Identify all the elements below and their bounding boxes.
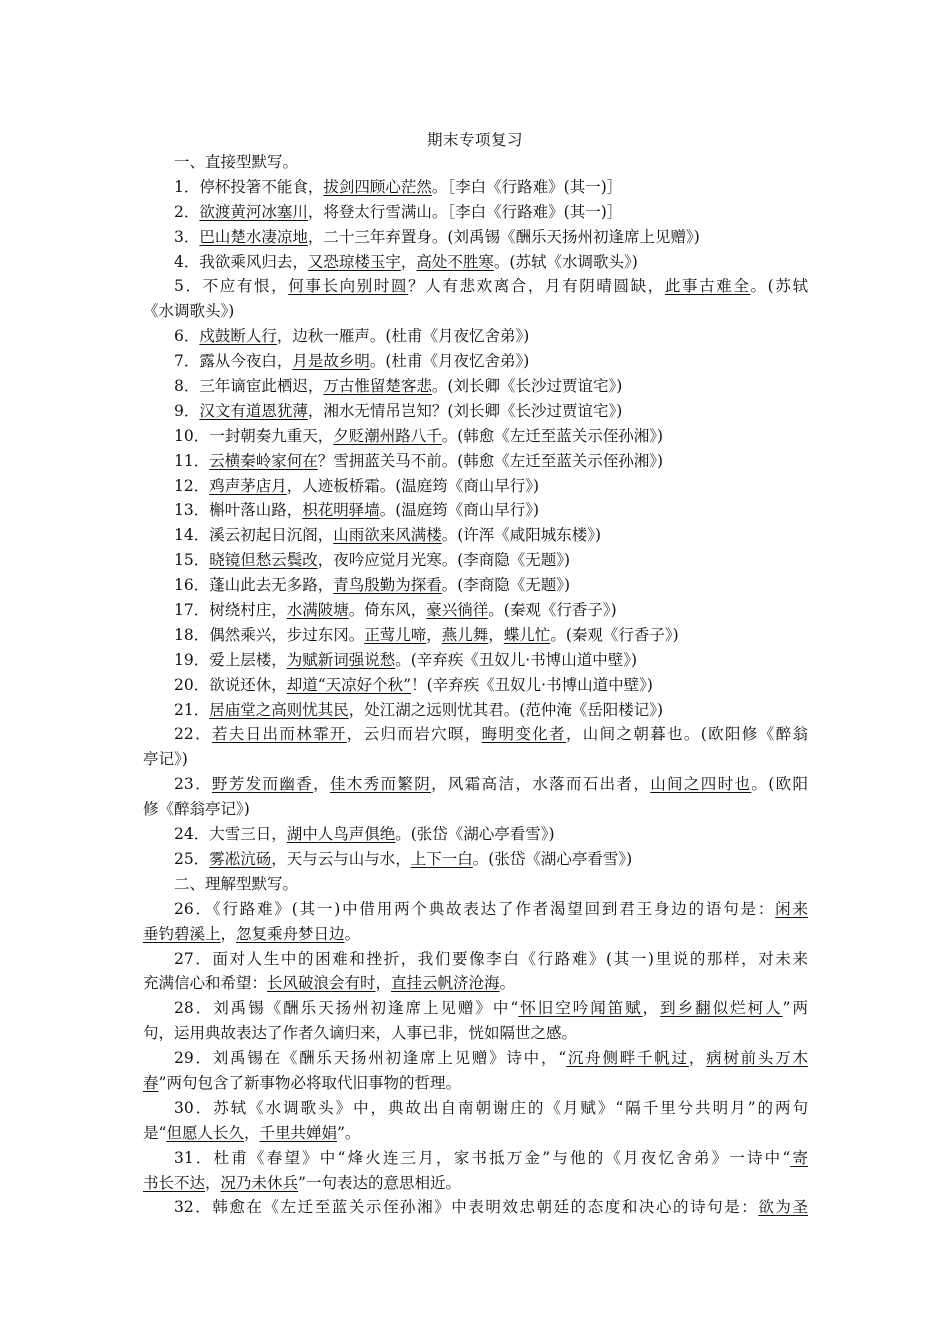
prompt-text: ，云归而岩穴暝， (346, 725, 482, 744)
answer-text: 拔剑四顾心茫然 (323, 177, 432, 196)
text-line (143, 1121, 808, 1146)
answer-text: 此事古难全 (664, 277, 751, 296)
prompt-text: 12． (174, 476, 210, 495)
answer-text: 病树前头万木 (706, 1049, 808, 1068)
prompt-text: 21． (174, 700, 210, 719)
answer-text: 云横秦岭家何在 (209, 451, 318, 470)
answer-text: 千里共婵娟 (259, 1123, 337, 1142)
answer-text: 为赋新词强说愁 (286, 650, 396, 669)
page-title: 期末专项复习 (426, 131, 523, 149)
text-line (143, 274, 808, 299)
prompt-text: 。 (344, 924, 361, 943)
prompt-text: 《水调歌头》) (143, 302, 235, 321)
prompt-text: ，湘水无情吊岂知？(刘长卿《长沙过贾谊宅》) (307, 401, 623, 420)
prompt-text: 。(张岱《湖心亭看雪》) (395, 825, 555, 844)
text-line (143, 673, 808, 698)
prompt-text: 7．露从今夜白， (174, 352, 293, 371)
prompt-text: 。(辛弃疾《丑奴儿·书博山道中壁》) (395, 650, 638, 669)
answer-text: 居庙堂之高则忧其民 (209, 700, 349, 719)
answer-text: 又恐琼楼玉宇 (307, 252, 401, 271)
prompt-text: 22． (174, 725, 212, 744)
prompt-text: 修《醉翁亭记》) (143, 800, 250, 819)
text-line (143, 648, 808, 673)
prompt-text: 。(杜甫《月夜忆舍弟》) (369, 352, 530, 371)
prompt-text: 30．苏轼《水调歌头》中，典故出自南朝谢庄的《月赋》“隔千里兮共明月”的两句 (174, 1098, 808, 1117)
prompt-text: 6． (174, 327, 200, 346)
answer-text: 高处不胜寒 (416, 252, 494, 271)
prompt-text: ， (243, 1123, 260, 1142)
prompt-text: 24．大雪三日， (174, 825, 287, 844)
answer-text: 若夫日出而林霏开 (211, 725, 347, 744)
prompt-text: 。(秦观《行香子》) (550, 625, 679, 644)
text-line (143, 1021, 808, 1046)
prompt-text: 27．面对人生中的困难和挫折，我们要像李白《行路难》(其一)里说的那样，对未来 (174, 949, 808, 968)
prompt-text: ， (642, 999, 661, 1018)
answer-text: 月是故乡明 (292, 352, 370, 371)
text-line (143, 1046, 808, 1071)
prompt-text: 。(苏轼 (750, 277, 808, 296)
answer-text: 山雨欲来风满楼 (333, 526, 442, 545)
answer-text: 晓镜但愁云鬓改 (209, 551, 318, 570)
prompt-text: 9． (174, 401, 200, 420)
prompt-text: 。(苏轼《水调歌头》) (493, 252, 638, 271)
answer-text: 野芳发而幽香 (211, 775, 314, 794)
text-line (143, 971, 808, 996)
text-line (143, 623, 808, 648)
text-line (143, 897, 808, 922)
text-line (143, 324, 808, 349)
prompt-text: 。 (499, 974, 516, 993)
text-line (143, 225, 808, 250)
prompt-text: 26．《行路难》(其一)中借用两个典故表达了作者渴望回到君王身边的语句是： (174, 899, 776, 918)
prompt-text: 。(许浑《咸阳城东楼》) (441, 526, 602, 545)
prompt-text: ？雪拥蓝关马不前。(韩愈《左迁至蓝关示侄孙湘》) (317, 451, 664, 470)
text-line (143, 822, 808, 847)
text-line (143, 1195, 808, 1220)
answer-text: 豪兴徜徉 (426, 601, 489, 620)
prompt-text: 二、理解型默写。 (174, 874, 299, 893)
prompt-text: 17．树绕村庄， (174, 601, 287, 620)
answer-text: 水满陂塘 (286, 601, 349, 620)
text-line (143, 523, 808, 548)
prompt-text: 5．不应有恨， (174, 277, 289, 296)
answer-text: 蝶儿忙 (503, 625, 551, 644)
answer-text: 枳花明驿墙 (302, 501, 380, 520)
prompt-text: 14．溪云初起日沉阁， (174, 526, 334, 545)
prompt-text: 20．欲说还休， (174, 675, 287, 694)
answer-text: 万古惟留楚客悲 (323, 377, 432, 396)
section-heading-understanding (143, 872, 808, 897)
answer-text: 山间之四时也 (650, 775, 752, 794)
answer-text: 鸡声茅店月 (209, 476, 287, 495)
text-line (143, 175, 808, 200)
answer-text: 欲渡黄河冰塞川 (199, 202, 308, 221)
prompt-text: ，二十三年弃置身。(刘禹锡《酬乐天扬州初逢席上见赠》) (307, 227, 700, 246)
text-line (143, 772, 808, 797)
prompt-text: ， (688, 1049, 707, 1068)
prompt-text: 13．槲叶落山路， (174, 501, 303, 520)
prompt-text: 。(秦观《行香子》) (488, 601, 617, 620)
prompt-text: 11． (174, 451, 210, 470)
prompt-text: 18．偶然乘兴，步过东冈。 (174, 625, 365, 644)
prompt-text: ，边秋一雁声。(杜甫《月夜忆舍弟》) (276, 327, 530, 346)
prompt-text: 15． (174, 551, 210, 570)
answer-text: 到乡翻似烂柯人 (660, 999, 783, 1018)
prompt-text: 是“ (143, 1123, 167, 1142)
answer-text: 欲为圣 (758, 1198, 808, 1217)
prompt-text: 31．杜甫《春望》中“烽火连三月，家书抵万金”与他的《月夜忆舍弟》一诗中“ (174, 1148, 791, 1167)
prompt-text: 。(刘长卿《长沙过贾谊宅》) (431, 377, 623, 396)
prompt-text: ， (220, 924, 237, 943)
prompt-text: 16．蓬山此去无多路， (174, 576, 334, 595)
prompt-text: 2． (174, 202, 200, 221)
text-line (143, 399, 808, 424)
answer-text: 何事长向别时圆 (288, 277, 409, 296)
text-line (143, 1171, 808, 1196)
text-line (143, 747, 808, 772)
text-line (143, 424, 808, 449)
answer-text: 夕贬潮州路八千 (333, 426, 442, 445)
prompt-text: 。［李白《行路难》(其一)］ (431, 177, 623, 196)
text-line (143, 548, 808, 573)
answer-text: 燕儿舞 (441, 625, 489, 644)
answer-text: 况乃未休兵 (220, 1173, 299, 1192)
document-body (143, 150, 808, 1220)
prompt-text: 10．一封朝奏九重天， (174, 426, 334, 445)
answer-text: 但愿人长久 (166, 1123, 244, 1142)
prompt-text: ”两 (782, 999, 808, 1018)
prompt-text: ，风霜高洁，水落而石出者， (431, 775, 651, 794)
answer-text: 忽复乘舟梦日边 (236, 924, 345, 943)
prompt-text: ”两句包含了新事物必将取代旧事物的哲理。 (158, 1073, 461, 1092)
prompt-text: ， (205, 1173, 221, 1192)
answer-text: 怀旧空吟闻笛赋 (518, 999, 643, 1018)
text-line (143, 299, 808, 324)
prompt-text: 19．爱上层楼， (174, 650, 287, 669)
answer-text: 正莺儿啼 (364, 625, 427, 644)
prompt-text: 1．停杯投箸不能食， (174, 177, 324, 196)
prompt-text: 3． (174, 227, 200, 246)
text-line (143, 573, 808, 598)
text-line (143, 449, 808, 474)
prompt-text: ， (313, 775, 330, 794)
prompt-text: ”一句表达的意思相近。 (298, 1173, 461, 1192)
prompt-text: ，夜吟应觉月光寒。(李商隐《无题》) (317, 551, 571, 570)
answer-text: 佳木秀而繁阴 (329, 775, 432, 794)
text-line (143, 698, 808, 723)
answer-text: 巴山楚水凄凉地 (199, 227, 308, 246)
prompt-text: 。(李商隐《无题》) (441, 576, 571, 595)
text-line (143, 922, 808, 947)
prompt-text: ，天与云与山与水， (271, 849, 411, 868)
text-line (143, 722, 808, 747)
text-line (143, 598, 808, 623)
dictation-list (143, 175, 808, 1220)
text-line (143, 1096, 808, 1121)
answer-text: 雾凇沆砀 (209, 849, 272, 868)
prompt-text: 。(张岱《湖心亭看雪》) (472, 849, 633, 868)
prompt-text: ！(辛弃疾《丑奴儿·书博山道中壁》) (411, 675, 653, 694)
prompt-text: 23． (174, 775, 212, 794)
prompt-text: ，山间之朝暮也。(欧阳修《醉翁 (565, 725, 808, 744)
prompt-text: 29．刘禹锡在《酬乐天扬州初逢席上见赠》诗中，“ (174, 1049, 567, 1068)
answer-text: 湖中人鸟声俱绝 (286, 825, 396, 844)
answer-text: 长风破浪会有时 (267, 974, 376, 993)
prompt-text: ，处江湖之远则忧其君。(范仲淹《岳阳楼记》) (348, 700, 664, 719)
answer-text: 闲来 (775, 899, 808, 918)
text-line (143, 1146, 808, 1171)
prompt-text: 充满信心和希望： (143, 974, 268, 993)
prompt-text: ， (375, 974, 392, 993)
prompt-text: ， (488, 625, 504, 644)
text-line (143, 200, 808, 225)
answer-text: 却道“天凉好个秋” (286, 675, 412, 694)
answer-text: 青鸟殷勤为探看 (333, 576, 442, 595)
prompt-text: 25． (174, 849, 210, 868)
text-line (143, 474, 808, 499)
answer-text: 汉文有道恩犹薄 (199, 401, 308, 420)
prompt-text: 亭记》) (143, 750, 188, 769)
prompt-text: 4．我欲乘风归去， (174, 252, 308, 271)
answer-text: 书长不达 (143, 1173, 206, 1192)
prompt-text: 。(欧阳 (751, 775, 808, 794)
answer-text: 直挂云帆济沧海 (391, 974, 500, 993)
prompt-text: 句，运用典故表达了作者久谪归来，人事已非，恍如隔世之感。 (143, 1024, 578, 1043)
prompt-text: ？人有悲欢离合，月有阴晴圆缺， (408, 277, 665, 296)
prompt-text: ， (400, 252, 417, 271)
section-heading-direct: 一、直接型默写。 (174, 153, 299, 171)
prompt-text: ，人迹板桥霜。(温庭筠《商山早行》) (286, 476, 540, 495)
answer-text: 上下一白 (410, 849, 473, 868)
answer-text: 戍鼓断人行 (199, 327, 277, 346)
prompt-text: 8．三年谪宦此栖迟， (174, 377, 324, 396)
text-line (143, 349, 808, 374)
text-line (143, 498, 808, 523)
prompt-text: ”。 (336, 1123, 361, 1142)
prompt-text: ，将登太行雪满山。［李白《行路难》(其一)］ (307, 202, 623, 221)
prompt-text: ， (426, 625, 442, 644)
prompt-text: 28．刘禹锡《酬乐天扬州初逢席上见赠》中“ (174, 999, 519, 1018)
text-line (143, 1071, 808, 1096)
text-line (143, 374, 808, 399)
prompt-text: 32．韩愈在《左迁至蓝关示侄孙湘》中表明效忠朝廷的态度和决心的诗句是： (174, 1198, 759, 1217)
text-line (143, 250, 808, 275)
text-line (143, 996, 808, 1021)
prompt-text: 。(韩愈《左迁至蓝关示侄孙湘》) (441, 426, 664, 445)
prompt-text: 。(温庭筠《商山早行》) (379, 501, 540, 520)
text-line (143, 947, 808, 972)
answer-text: 沉舟侧畔千帆过 (566, 1049, 689, 1068)
text-line (143, 847, 808, 872)
answer-text: 寄 (790, 1148, 808, 1167)
text-line (143, 797, 808, 822)
prompt-text: 。倚东风， (348, 601, 427, 620)
answer-text: 垂钓碧溪上 (143, 924, 221, 943)
answer-text: 晦明变化者 (481, 725, 566, 744)
answer-text: 春 (143, 1073, 159, 1092)
